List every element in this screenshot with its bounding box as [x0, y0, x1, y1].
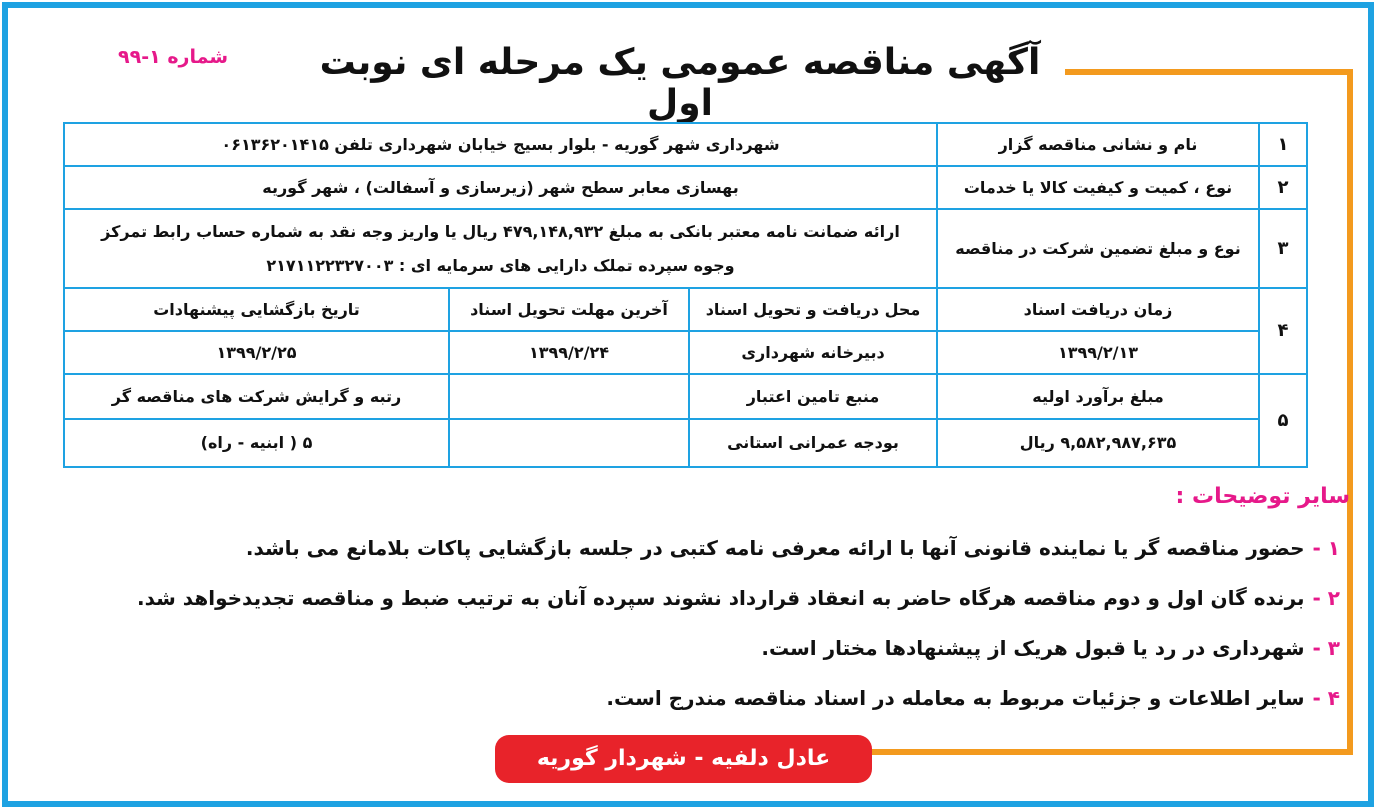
table-row [64, 166, 1307, 209]
row-number: ۲ [1259, 166, 1307, 209]
cell-header [449, 374, 689, 419]
tender-table [63, 122, 1308, 468]
row-number: ۱ [1259, 123, 1307, 166]
cell-header: زمان دریافت اسناد [937, 288, 1259, 331]
row-value: بهسازی معابر سطح شهر (زیرسازی و آسفالت) ، شهر گوریه [64, 166, 937, 209]
row-value [64, 209, 937, 288]
note-text: حضور مناقصه گر یا نماینده قانونی آنها با ارائه معرفی نامه کتبی در جلسه بازگشایی پاکات بلامانع می باشد. [245, 536, 1305, 560]
table-row [64, 419, 1307, 467]
note-item [246, 536, 1340, 560]
cell-value [449, 419, 689, 467]
cell-value: دبیرخانه شهرداری [689, 331, 937, 374]
orange-line [1065, 69, 1353, 75]
notes-heading: سایر توضیحات : [1175, 484, 1350, 509]
cell-value: ۱۳۹۹/۲/۲۴ [449, 331, 689, 374]
orange-line [870, 749, 1353, 755]
note-number: ۲ - [1312, 586, 1340, 610]
cell-header: تاریخ بازگشایی پیشنهادات [64, 288, 449, 331]
table-row [64, 209, 1307, 288]
row-label: نوع و مبلغ تضمین شرکت در مناقصه [937, 209, 1259, 288]
note-number: ۱ - [1312, 536, 1340, 560]
notice-number: شماره ۱-۹۹ [118, 46, 229, 68]
row-number: ۴ [1259, 288, 1307, 374]
cell-header: آخرین مهلت تحویل اسناد [449, 288, 689, 331]
note-text: شهرداری در رد یا قبول هریک از پیشنهادها مختار است. [761, 636, 1305, 660]
row-label: نوع ، کمیت و کیفیت کالا یا خدمات [937, 166, 1259, 209]
cell-header: منبع تامین اعتبار [689, 374, 937, 419]
note-text: سایر اطلاعات و جزئیات مربوط به معامله در اسناد مناقصه مندرج است. [606, 686, 1305, 710]
note-number: ۳ - [1312, 636, 1340, 660]
cell-header: محل دریافت و تحویل اسناد [689, 288, 937, 331]
note-number: ۴ - [1312, 686, 1340, 710]
cell-value: ۱۳۹۹/۲/۱۳ [937, 331, 1259, 374]
page-title: آگهی مناقصه عمومی یک مرحله ای نوبت اول [319, 42, 1041, 124]
cell-value: ۱۳۹۹/۲/۲۵ [64, 331, 449, 374]
note-item [606, 686, 1340, 710]
cell-header: رتبه و گرایش شرکت های مناقصه گر [64, 374, 449, 419]
table-row [64, 288, 1307, 331]
row-label: نام و نشانی مناقصه گزار [937, 123, 1259, 166]
row-number: ۳ [1259, 209, 1307, 288]
table-row [64, 123, 1307, 166]
note-item [761, 636, 1340, 660]
value-line: وجوه سپرده تملک دارایی های سرمایه ای : ۲۱۷۱۱۲۲۳۲۷۰۰۳ [266, 255, 735, 275]
cell-header: مبلغ برآورد اولیه [937, 374, 1259, 419]
cell-value: بودجه عمرانی استانی [689, 419, 937, 467]
row-value: شهرداری شهر گوریه - بلوار بسیج خیابان شهرداری تلفن ۰۶۱۳۶۲۰۱۴۱۵ [64, 123, 937, 166]
row-number: ۵ [1259, 374, 1307, 467]
table-row [64, 374, 1307, 419]
table-row [64, 331, 1307, 374]
cell-value: ۵ ( ابنیه - راه) [64, 419, 449, 467]
orange-line [1347, 69, 1353, 755]
note-item [137, 586, 1340, 610]
cell-value: ۹,۵۸۲,۹۸۷,۶۳۵ ریال [937, 419, 1259, 467]
signature-badge: عادل دلفیه - شهردار گوریه [495, 735, 872, 783]
value-line: ارائه ضمانت نامه معتبر بانکی به مبلغ ۴۷۹,۱۴۸,۹۳۲ ریال یا واریز وجه نقد به شماره حساب رابط تمرکز [101, 221, 900, 241]
note-text: برنده گان اول و دوم مناقصه هرگاه حاضر به انعقاد قرارداد نشوند سپرده آنان به ترتیب ضبط و مناقصه تجدیدخواهد شد. [137, 586, 1305, 610]
